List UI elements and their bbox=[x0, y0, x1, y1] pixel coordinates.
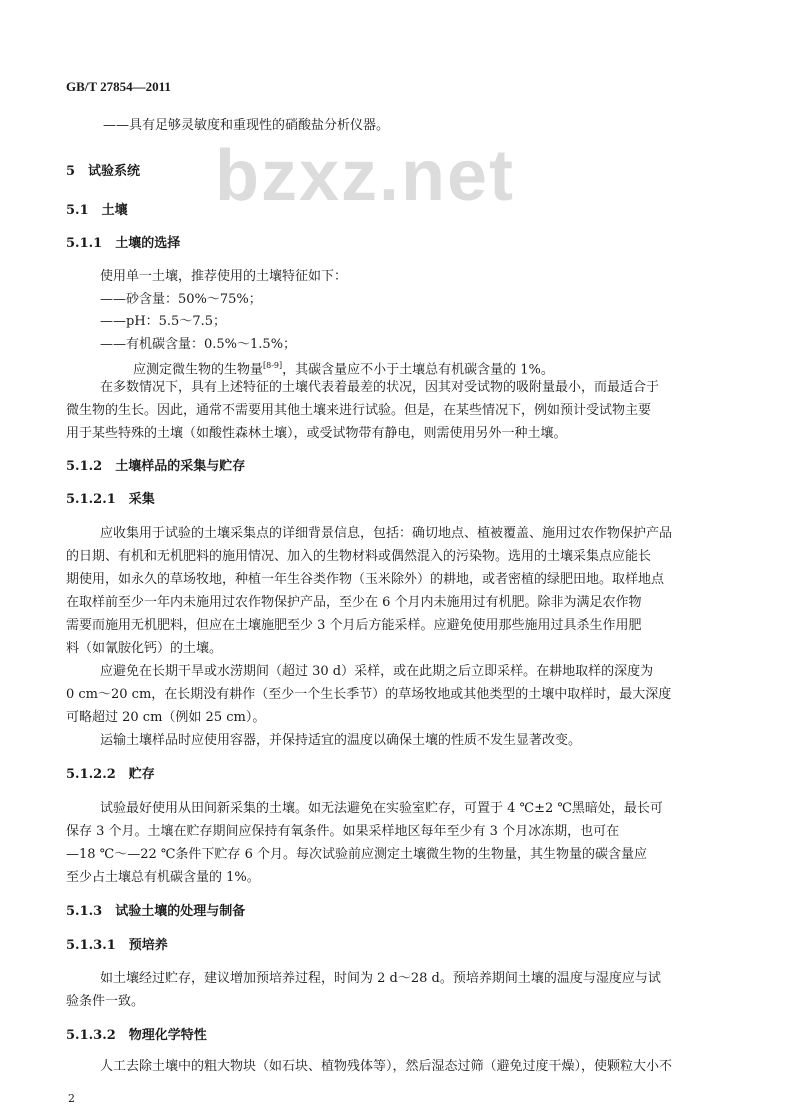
paragraph-line: 期使用，如永久的草场牧地，种植一年生谷类作物（玉米除外）的耕地，或者密植的绿肥田地。取样地点 bbox=[66, 572, 665, 587]
section-heading-5: 5 试验系统 bbox=[66, 164, 141, 179]
paragraph-line: 使用单一土壤，推荐使用的土壤特征如下： bbox=[100, 269, 348, 284]
section-heading-5-1-3: 5.1.3 试验土壤的处理与制备 bbox=[66, 904, 246, 919]
standard-number: GB/T 27854—2011 bbox=[66, 79, 171, 94]
section-heading-5-1-1: 5.1.1 土壤的选择 bbox=[66, 236, 181, 251]
paragraph-line: 在多数情况下，具有上述特征的土壤代表着最差的状况，因其对受试物的吸附量最小，而最适合于 bbox=[100, 380, 660, 395]
section-heading-5-1-2-1: 5.1.2.1 采集 bbox=[66, 492, 155, 507]
paragraph-line: 的日期、有机和无机肥料的施用情况、加入的生物材料或偶然混入的污染物。选用的土壤采集点应能长 bbox=[66, 549, 652, 564]
paragraph-line: 用于某些特殊的土壤（如酸性森林土壤），或受试物带有静电，则需使用另外一种土壤。 bbox=[66, 426, 567, 441]
paragraph-line: 在取样前至少一年内未施用过农作物保护产品，至少在 6 个月内未施用过有机肥。除非为满足农作物 bbox=[66, 595, 642, 610]
paragraph-line: 运输土壤样品时应使用容器，并保持适宜的温度以确保土壤的性质不发生显著改变。 bbox=[100, 733, 582, 748]
page-number: 2 bbox=[68, 1092, 75, 1105]
paragraph-line: 料（如氰胺化钙）的土壤。 bbox=[66, 641, 223, 656]
paragraph-line: 人工去除土壤中的粗大物块（如石块、植物残体等），然后湿态过筛（避免过度干燥），使颗粒大小不 bbox=[100, 1059, 673, 1074]
paragraph-line: 微生物的生长。因此，通常不需要用其他土壤来进行试验。但是，在某些情况下，例如预计受试物主要 bbox=[66, 403, 652, 418]
paragraph-line: 验条件一致。 bbox=[66, 994, 145, 1009]
paragraph-text: ，其碳含量应不小于土壤总有机碳含量的 1%。 bbox=[282, 362, 554, 378]
paragraph-line: 应收集用于试验的土壤采集点的详细背景信息，包括：确切地点、植被覆盖、施用过农作物保护产品 bbox=[100, 526, 673, 541]
section-heading-5-1: 5.1 土壤 bbox=[66, 203, 128, 218]
section-heading-5-1-2-2: 5.1.2.2 贮存 bbox=[66, 767, 155, 782]
paragraph-text: 应测定微生物的生物量 bbox=[133, 362, 264, 378]
paragraph-line: 可略超过 20 cm（例如 25 cm）。 bbox=[66, 710, 266, 725]
section-heading-5-1-3-1: 5.1.3.1 预培养 bbox=[66, 938, 168, 953]
list-item: ——砂含量：50%～75%； bbox=[100, 292, 262, 307]
paragraph-line: —18 ℃～—22 ℃条件下贮存 6 个月。每次试验前应测定土壤微生物的生物量，其生物量的碳含量应 bbox=[66, 847, 647, 862]
paragraph-line: 至少占土壤总有机碳含量的 1%。 bbox=[66, 870, 260, 885]
paragraph-line: ——具有足够灵敏度和重现性的硝酸盐分析仪器。 bbox=[103, 118, 390, 133]
paragraph-line bbox=[133, 357, 554, 379]
list-item: ——pH：5.5～7.5； bbox=[100, 314, 227, 329]
paragraph-line: 试验最好使用从田间新采集的土壤。如无法避免在实验室贮存，可置于 4 ℃±2 ℃黑暗处，最长可 bbox=[100, 801, 663, 816]
paragraph-line: 应避免在长期干旱或水涝期间（超过 30 d）采样，或在此期之后立即采样。在耕地取样的深度为 bbox=[100, 664, 654, 679]
watermark: bzxz.net bbox=[215, 136, 516, 216]
section-heading-5-1-3-2: 5.1.3.2 物理化学特性 bbox=[66, 1028, 207, 1043]
paragraph-line: 需要而施用无机肥料，但应在土壤施肥至少 3 个月后方能采样。应避免使用那些施用过具杀生作用肥 bbox=[66, 618, 642, 633]
paragraph-line: 如土壤经过贮存，建议增加预培养过程，时间为 2 d～28 d。预培养期间土壤的温度与湿度应与试 bbox=[100, 971, 661, 986]
reference-marker: [8-9] bbox=[263, 361, 283, 370]
list-item: ——有机碳含量：0.5%～1.5%； bbox=[100, 337, 297, 352]
paragraph-line: 保存 3 个月。土壤在贮存期间应保持有氧条件。如果采样地区每年至少有 3 个月冰冻期，也可在 bbox=[66, 824, 620, 839]
section-heading-5-1-2: 5.1.2 土壤样品的采集与贮存 bbox=[66, 459, 246, 474]
paragraph-line: 0 cm～20 cm，在长期没有耕作（至少一个生长季节）的草场牧地或其他类型的土壤中取样时，最大深度 bbox=[66, 687, 672, 702]
